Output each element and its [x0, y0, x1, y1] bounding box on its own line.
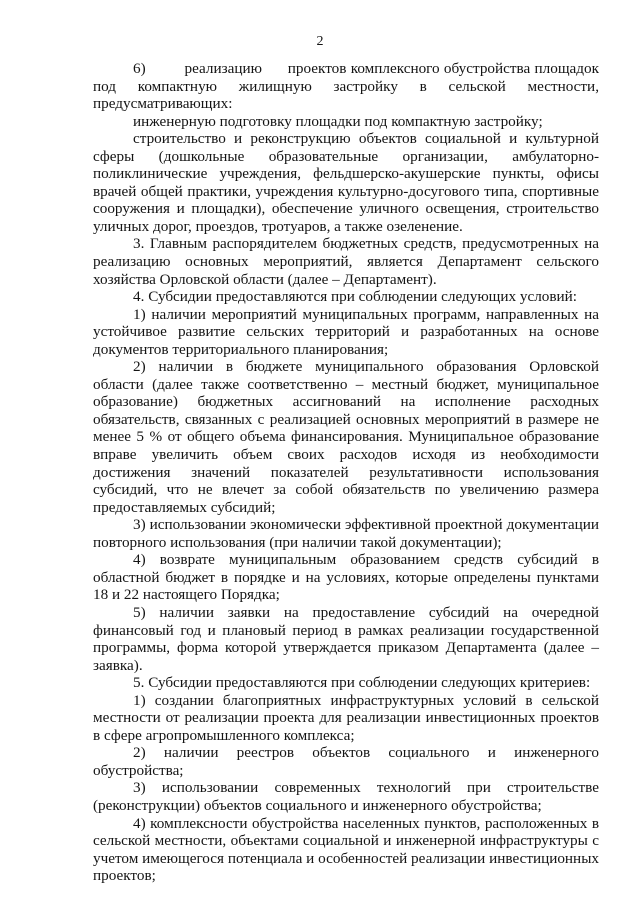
paragraph-criterion-2: 2) наличии реестров объектов социального и инженерного обустройства; [93, 744, 599, 779]
paragraph-4-conditions: 4. Субсидии предоставляются при соблюдении следующих условий: [133, 288, 578, 306]
paragraph-condition-5: 5) наличии заявки на предоставление субсидий на очередной финансовый год и плановый период в рамках реализации государственной программы, форма которой утверждается приказом Департамента (далее – заявка). [93, 603, 599, 674]
paragraph-3-main-manager: 3. Главным распорядителем бюджетных средств, предусмотренных на реализацию основных мероприятий, является Департамент сельского хозяйства Орловской области (далее – Департамент). [93, 235, 599, 288]
paragraph-5-criteria: 5. Субсидии предоставляются при соблюдении следующих критериев: [133, 674, 591, 692]
page-number: 2 [316, 34, 324, 49]
paragraph-construction: строительство и реконструкцию объектов социальной и культурной сферы (дошкольные образовательные организации, амбулаторно-поликлинические учреждения, фельдшерско-акушерские пункты, офисы врачей общей практики, учреждения культурно-досугового типа, спортивные сооружения и площадки), обеспечение уличного освещения, строительство уличных дорог, проездов, тротуаров, а также озеленение. [93, 130, 599, 235]
paragraph-condition-4: 4) возврате муниципальным образованием средств субсидий в областной бюджет в порядке и на условиях, которые определены пунктами 18 и 22 настоящего Порядка; [93, 551, 599, 604]
paragraph-condition-3: 3) использовании экономически эффективной проектной документации повторного использования (при наличии такой документации); [93, 516, 599, 551]
document-body [93, 60, 599, 885]
paragraph-site-preparation: инженерную подготовку площадки под компактную застройку; [133, 112, 543, 130]
paragraph-criterion-1: 1) создании благоприятных инфраструктурных условий в сельской местности от реализации проекта для реализации инвестиционных проектов в сфере агропромышленного комплекса; [93, 691, 599, 744]
paragraph-criterion-3: 3) использовании современных технологий при строительстве (реконструкции) объектов социального и инженерного обустройства; [93, 779, 599, 814]
paragraph-condition-1: 1) наличии мероприятий муниципальных программ, направленных на устойчивое развитие сельских территорий и разработанных на основе документов территориального планирования; [93, 305, 599, 358]
paragraph-criterion-4: 4) комплексности обустройства населенных пунктов, расположенных в сельской местности, объектами социальной и инженерной инфраструктуры с учетом имеющегося потенциала и особенностей реализации инвестиционных проектов; [93, 814, 599, 885]
paragraph-condition-2: 2) наличии в бюджете муниципального образования Орловской области (далее также соответственно – местный бюджет, муниципальное образование) бюджетных ассигнований на исполнение расходных обязательств, связанных с реализацией основных мероприятий в размере не менее 5 % от общего объема финансирования. Муниципальное образование вправе увеличить объем своих расходов исходя из необходимости достижения значений показателей результативности использования субсидий, что не влечет за собой обязательств по увеличению размера предоставляемых субсидий; [93, 358, 599, 516]
paragraph-item-6: 6) реализацию проектов комплексного обустройства площадок под компактную жилищную застройку в сельской местности, предусматривающих: [93, 60, 599, 113]
